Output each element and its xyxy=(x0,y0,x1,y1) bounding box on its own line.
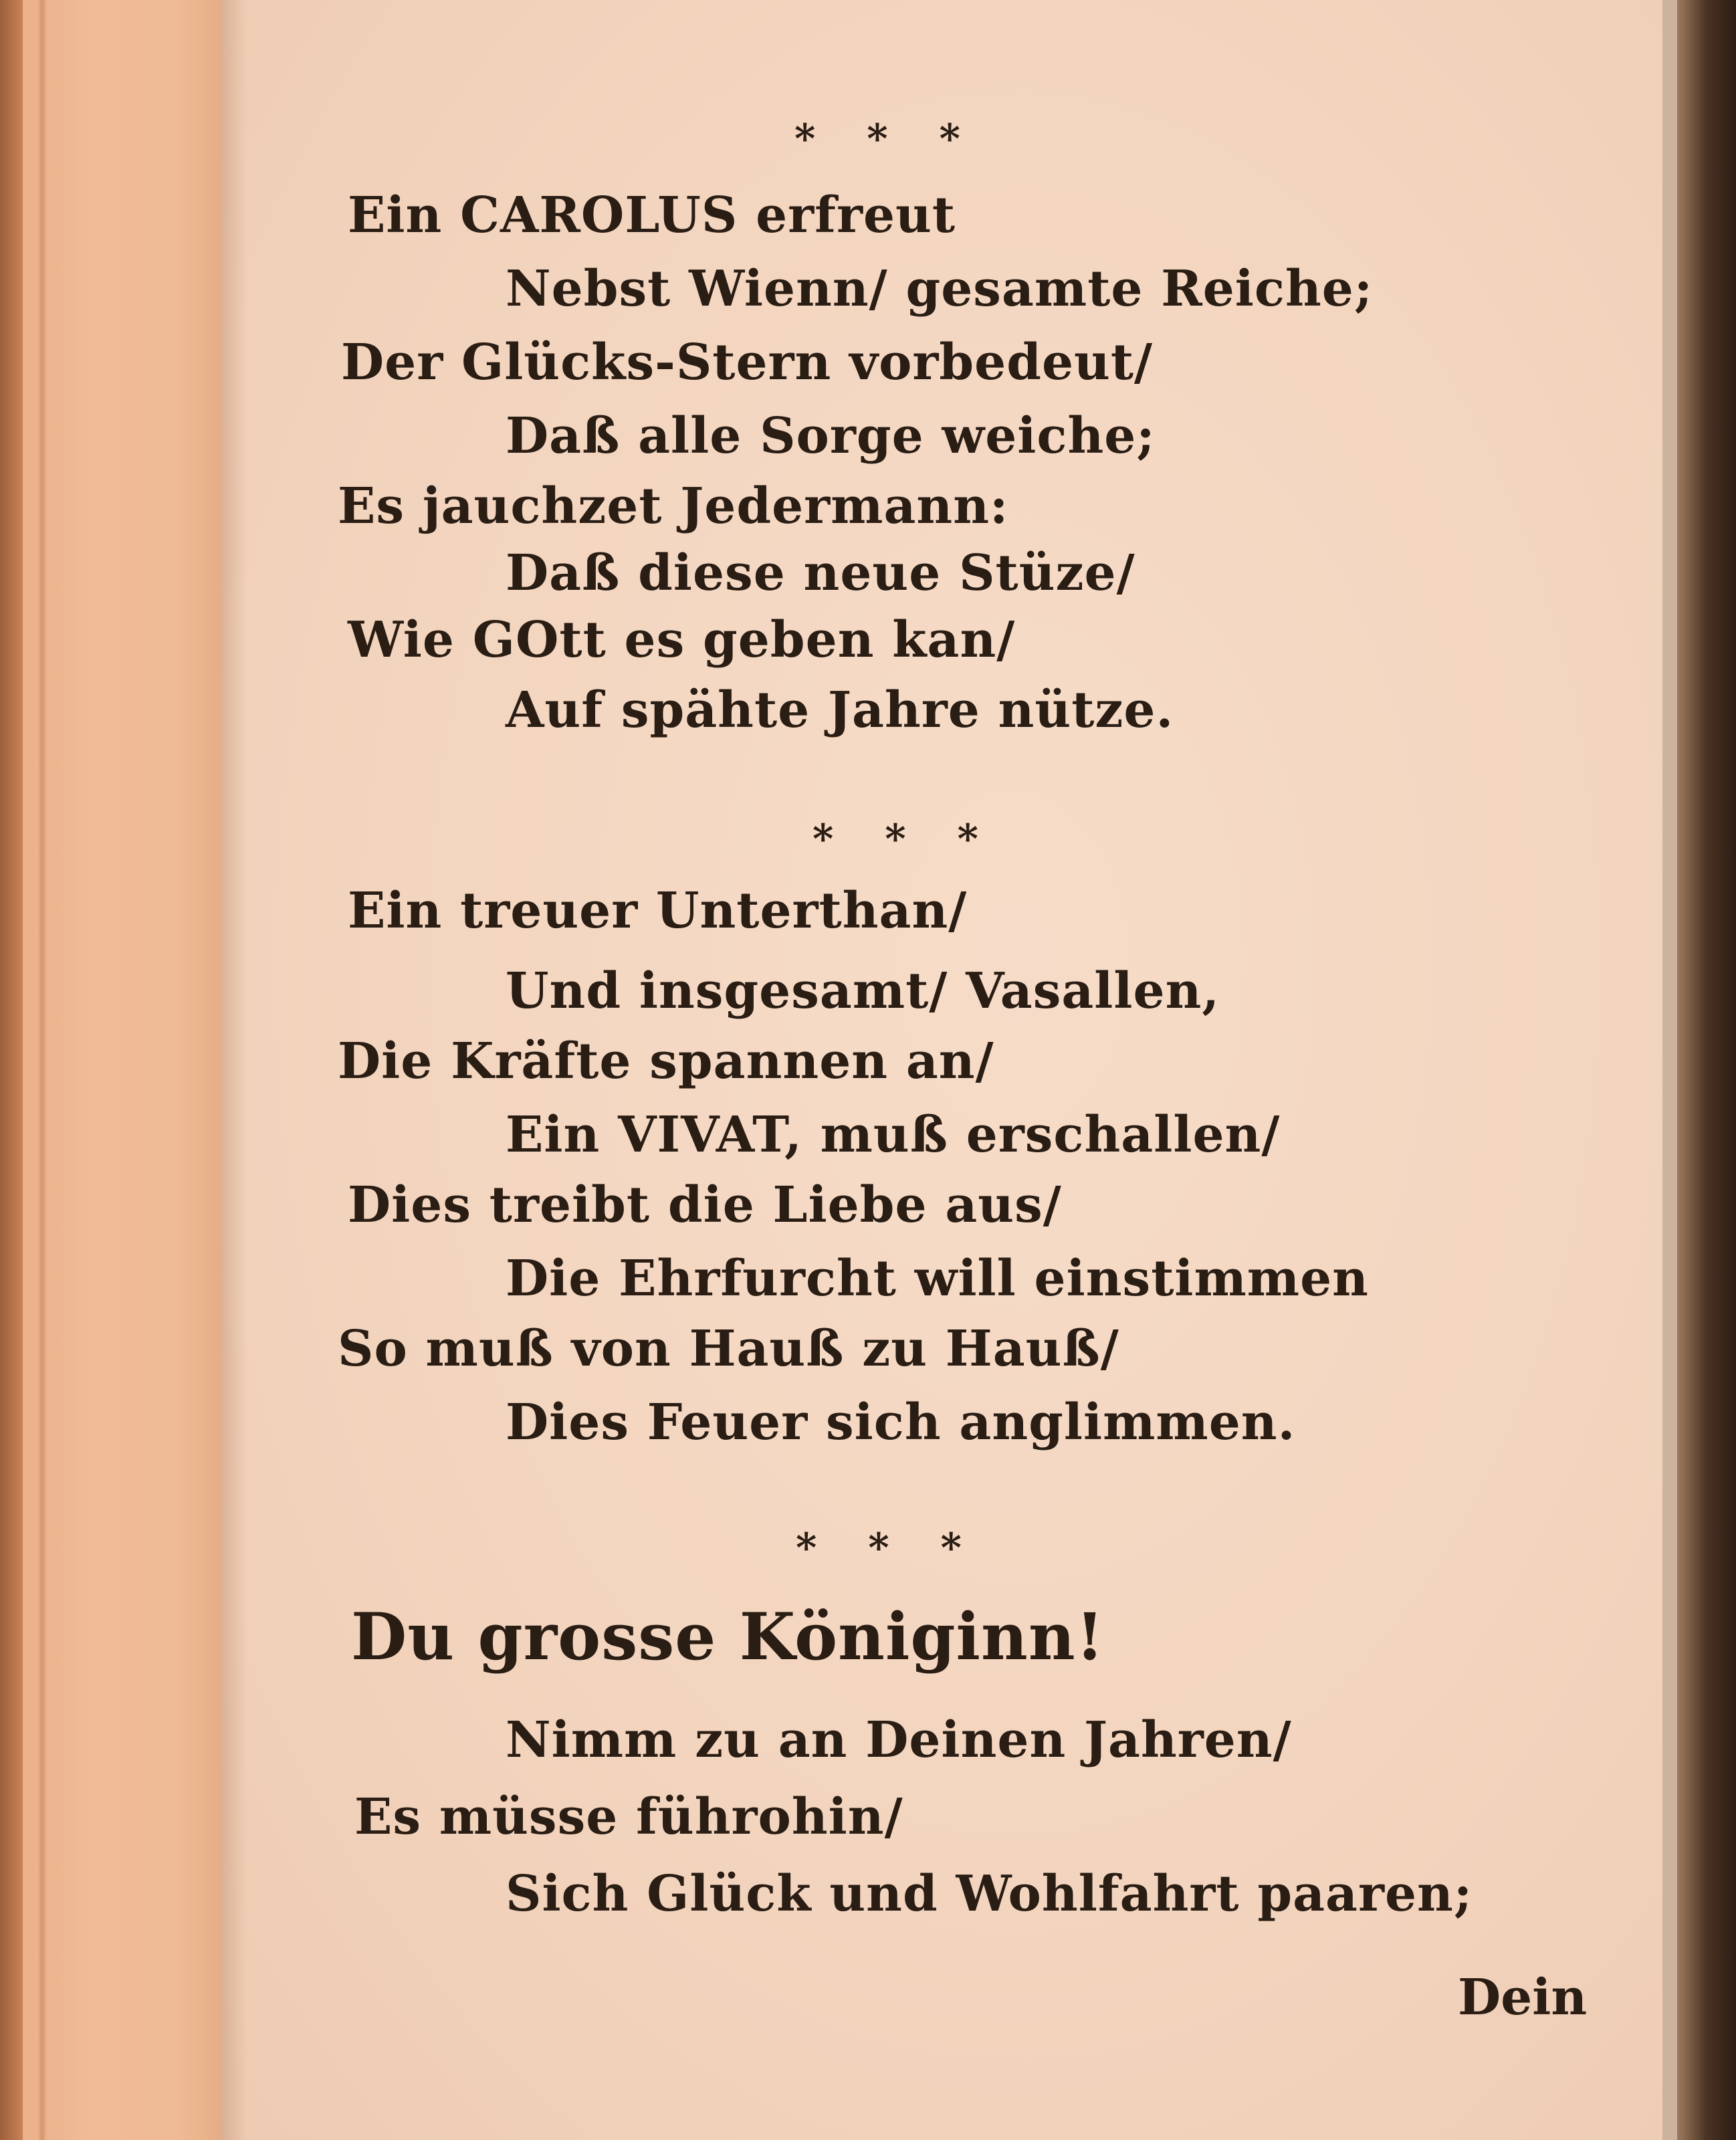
catchword: Dein xyxy=(1458,1969,1588,2026)
stanza-separator-2: * * * xyxy=(812,816,997,863)
stanza-1-line-3: Der Glücks-Stern vorbedeut/ xyxy=(341,334,1154,391)
stanza-separator-1: * * * xyxy=(794,116,979,163)
stanza-3-line-2: Nimm zu an Deinen Jahren/ xyxy=(506,1711,1292,1769)
stanza-separator-3: * * * xyxy=(796,1525,980,1572)
stanza-1-line-2: Nebst Wienn/ gesamte Reiche; xyxy=(506,260,1374,318)
stanza-2-line-4: Ein VIVAT, muß erschallen/ xyxy=(506,1106,1281,1164)
stanza-1-line-1: Ein CAROLUS erfreut xyxy=(348,187,956,244)
stanza-1-line-8: Auf spähte Jahre nütze. xyxy=(506,681,1174,739)
stanza-2-line-1: Ein treuer Unterthan/ xyxy=(348,882,968,940)
stanza-2-line-2: Und insgesamt/ Vasallen, xyxy=(506,962,1220,1020)
stanza-1-line-7: Wie GOtt es geben kan/ xyxy=(348,611,1016,669)
stanza-2-line-8: Dies Feuer sich anglimmen. xyxy=(506,1394,1296,1451)
stanza-2-line-7: So muß von Hauß zu Hauß/ xyxy=(338,1320,1119,1378)
stanza-3-line-4: Sich Glück und Wohlfahrt paaren; xyxy=(506,1865,1473,1923)
stanza-3-line-1: Du grosse Königinn! xyxy=(351,1599,1105,1675)
stanza-2-line-3: Die Kräfte spannen an/ xyxy=(338,1033,994,1090)
stanza-2-line-5: Dies treibt die Liebe aus/ xyxy=(348,1176,1062,1234)
stanza-1-line-6: Daß diese neue Stüze/ xyxy=(506,544,1135,602)
stanza-2-line-6: Die Ehrfurcht will einstimmen xyxy=(506,1250,1369,1307)
stanza-3-line-3: Es müsse führohin/ xyxy=(354,1788,903,1846)
stanza-1-line-4: Daß alle Sorge weiche; xyxy=(506,407,1156,465)
stanza-1-line-5: Es jauchzet Jedermann: xyxy=(338,477,1009,535)
